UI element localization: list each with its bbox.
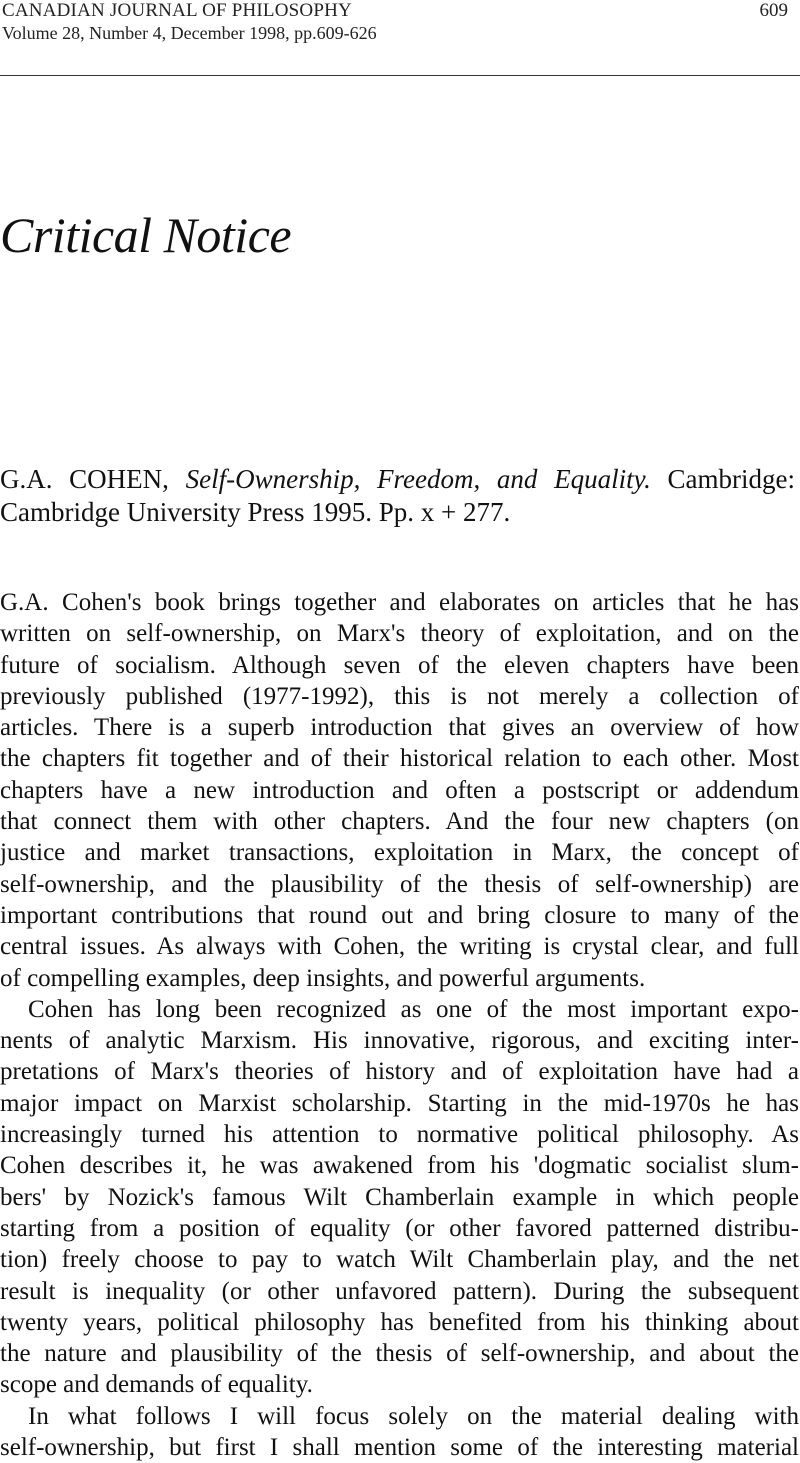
text-line: increasingly turned his attention to normative political philosophy. As (0, 1121, 799, 1149)
text-line: result is inequality (or other unfavored pattern). During the subsequent (0, 1277, 799, 1305)
journal-name: CANADIAN JOURNAL OF PHILOSOPHY (2, 0, 352, 21)
text-line: twenty years, political philosophy has benefited from his thinking about (0, 1308, 799, 1336)
page-title: Critical Notice (0, 207, 292, 263)
text-line: central issues. As always with Cohen, the writing is crystal clear, and full (0, 933, 799, 961)
book-citation (0, 463, 795, 529)
text-line: In what follows I will focus solely on the material dealing with (28, 1402, 799, 1430)
text-line: pretations of Marx's theories of history and of exploitation have had a (0, 1058, 799, 1086)
text-line: previously published (1977-1992), this is not merely a collection of (0, 682, 799, 710)
text-line: nents of analytic Marxism. His innovative, rigorous, and exciting inter- (0, 1027, 799, 1055)
text-line: chapters have a new introduction and often a postscript or addendum (0, 776, 799, 804)
text-line: scope and demands of equality. (0, 1371, 313, 1399)
text-line: the chapters fit together and of their historical relation to each other. Most (0, 745, 799, 773)
text-line: G.A. Cohen's book brings together and elaborates on articles that he has (0, 589, 799, 616)
citation-book-title: Self-Ownership, Freedom, and Equality. (185, 464, 651, 494)
text-line: bers' by Nozick's famous Wilt Chamberlain example in which people (0, 1183, 799, 1211)
text-line: justice and market transactions, exploitation in Marx, the concept of (0, 839, 799, 867)
header-rule (0, 75, 800, 76)
text-line: Cohen describes it, he was awakened from his 'dogmatic socialist slum- (0, 1152, 799, 1180)
text-line: of compelling examples, deep insights, and powerful arguments. (0, 964, 646, 992)
text-line: the nature and plausibility of the thesis of self-ownership, and about the (0, 1340, 799, 1368)
text-line: articles. There is a superb introduction that gives an overview of how (0, 714, 799, 742)
page-number: 609 (759, 0, 788, 21)
text-line: important contributions that round out and bring closure to many of the (0, 901, 799, 929)
citation-author: G.A. COHEN, (0, 464, 186, 494)
text-line: self-ownership, and the plausibility of the thesis of self-ownership) are (0, 870, 799, 898)
text-line: Cohen has long been recognized as one of the most important expo- (28, 995, 799, 1023)
text-line: that connect them with other chapters. And the four new chapters (on (0, 808, 799, 836)
citation-publisher: Cambridge: Cambridge University Press 1995. Pp. x + 277. (0, 464, 795, 527)
text-line: self-ownership, but first I shall mention some of the interesting material (0, 1434, 799, 1462)
text-line: tion) freely choose to pay to watch Wilt Chamberlain play, and the net (0, 1246, 799, 1274)
text-line: major impact on Marxist scholarship. Starting in the mid-1970s he has (0, 1089, 799, 1117)
text-line: future of socialism. Although seven of the eleven chapters have been (0, 651, 799, 679)
text-line: written on self-ownership, on Marx's theory of exploitation, and on the (0, 620, 799, 648)
text-line: starting from a position of equality (or other favored patterned distribu- (0, 1214, 799, 1242)
volume-info: Volume 28, Number 4, December 1998, pp.609-626 (2, 23, 377, 43)
running-header (2, 0, 798, 44)
article-body (0, 587, 799, 1463)
